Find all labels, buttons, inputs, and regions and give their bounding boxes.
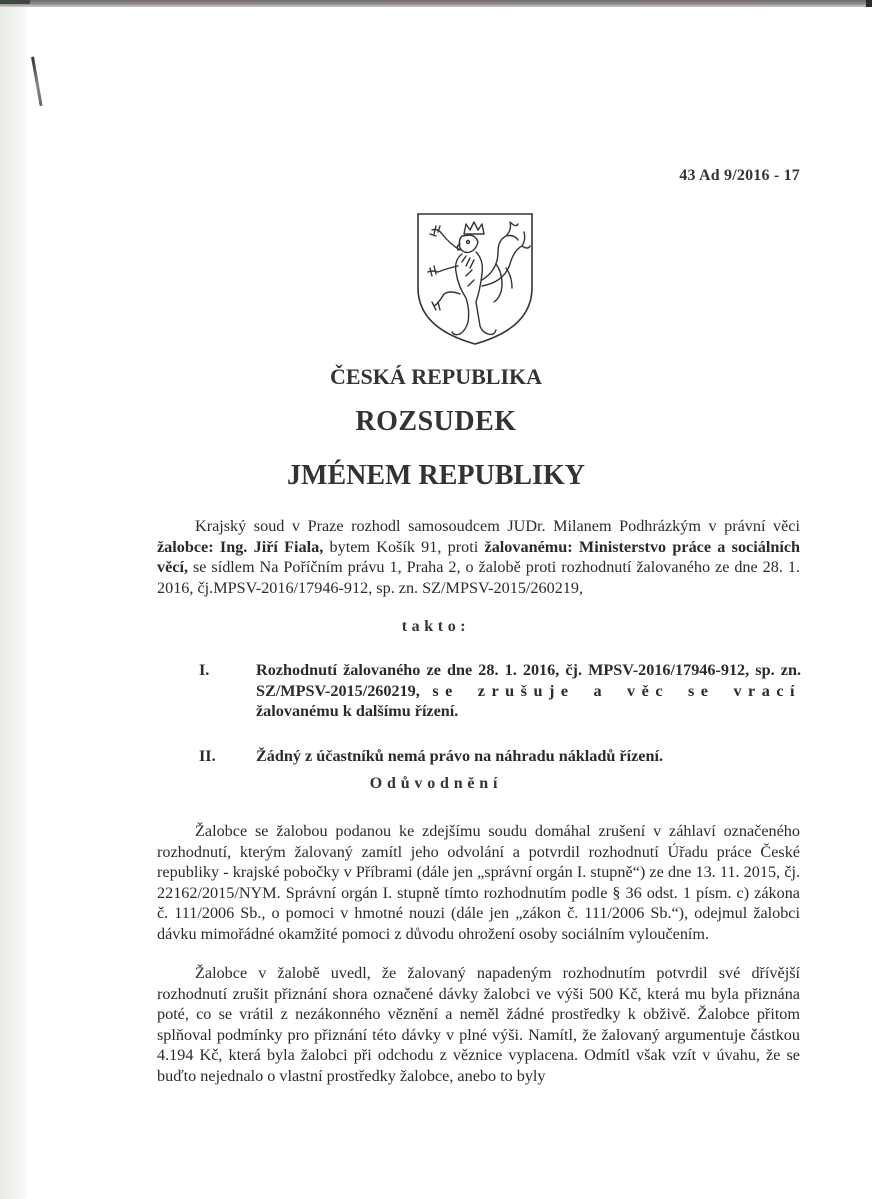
- document-subtitle: JMÉNEM REPUBLIKY: [287, 460, 585, 491]
- paragraph-text: Žalobce se žalobou podanou ke zdejšímu soudu domáhal zrušení v záhlaví označeného rozhodnutí, kterým žalovaný zamítl jeho odvolání a potvrdil rozhodnutí Úřadu práce České republiky - krajské pobočky v Příbrami (dále jen „správní orgán I. stupně“) ze dne 13. 11. 2015, čj. 22162/2015/NYM. Správní orgán I. stupně tímto rozhodnutím podle § 36 odst. 1 písm. c) zákona č. 111/2006 Sb., o pomoci v hmotné nouzi (dále jen „zákon č. 111/2006 Sb.“), odejmul žalobci dávku mimořádné okamžité pomoci z důvodu ohrožení osoby sociálním vyloučením.: [157, 822, 800, 943]
- reasoning-heading: Odůvodnění: [369, 775, 503, 792]
- scan-pen-mark: [31, 56, 43, 106]
- document-title: ROZSUDEK: [355, 406, 517, 437]
- scan-left-edge: [0, 0, 27, 1199]
- verdict-text-b: žalovanému k dalšímu řízení.: [256, 702, 459, 721]
- country-heading: ČESKÁ REPUBLIKA: [329, 364, 543, 389]
- verdict-text-spaced: se zrušuje a věc se vrací: [432, 681, 801, 700]
- intro-text-1: Krajský soud v Praze rozhodl samosoudcem JUDr. Milanem Podhrázkým v právní věci: [195, 517, 800, 535]
- intro-text-3: se sídlem Na Poříčním právu 1, Praha 2, o žalobě proti rozhodnutí žalovaného ze dne 28. 1. 2016, čj.MPSV-2016/17946-912, sp. zn. SZ/MPSV-2015/260219,: [157, 558, 800, 597]
- verdict-text-a: Žádný z účastníků nemá právo na náhradu nákladů řízení.: [256, 747, 664, 765]
- verdict-text-a: Rozhodnutí žalovaného ze dne 28. 1. 2016, čj. MPSV-2016/17946-912, sp. zn. SZ/MPSV-2015/260219,: [256, 661, 801, 700]
- scan-top-edge: [0, 0, 872, 7]
- verdict-text: [256, 660, 801, 722]
- plaintiff-label: žalobce: Ing. Jiří Fiala,: [157, 537, 324, 556]
- takto-heading: takto:: [401, 618, 471, 635]
- verdict-number: II.: [199, 747, 216, 765]
- reasoning-paragraph-1: [157, 821, 800, 945]
- czech-coat-of-arms-icon: [414, 210, 536, 348]
- defendant-label: žalovanému: Ministerstvo práce a sociálních věcí,: [157, 537, 801, 577]
- verdict-text: [256, 746, 801, 767]
- intro-text-2: bytem Košík 91, proti: [323, 537, 485, 556]
- reasoning-paragraph-2: [157, 963, 800, 1087]
- case-number: 43 Ad 9/2016 - 17: [679, 167, 800, 184]
- scan-corner-left: [0, 0, 30, 4]
- scan-corner-right: [866, 0, 872, 7]
- intro-paragraph: [157, 516, 800, 598]
- verdict-number: I.: [199, 661, 210, 679]
- paragraph-text: Žalobce v žalobě uvedl, že žalovaný napadeným rozhodnutím potvrdil své dřívější rozhodnutí zrušit přiznání shora označené dávky žalobci ve výši 500 Kč, která mu byla přiznána poté, co se vrátil z nezákonného věznění a neměl žádné prostředky k obživě. Žalobce přitom splňoval podmínky pro přiznání této dávky v plné výši. Namítl, že žalovaný argumentuje částkou 4.194 Kč, která byla žalobci při odchodu z věznice vyplacena. Odmítl však vzít v úvahu, že se buďto nejednalo o vlastní prostředky žalobce, anebo to byly: [157, 964, 800, 1085]
